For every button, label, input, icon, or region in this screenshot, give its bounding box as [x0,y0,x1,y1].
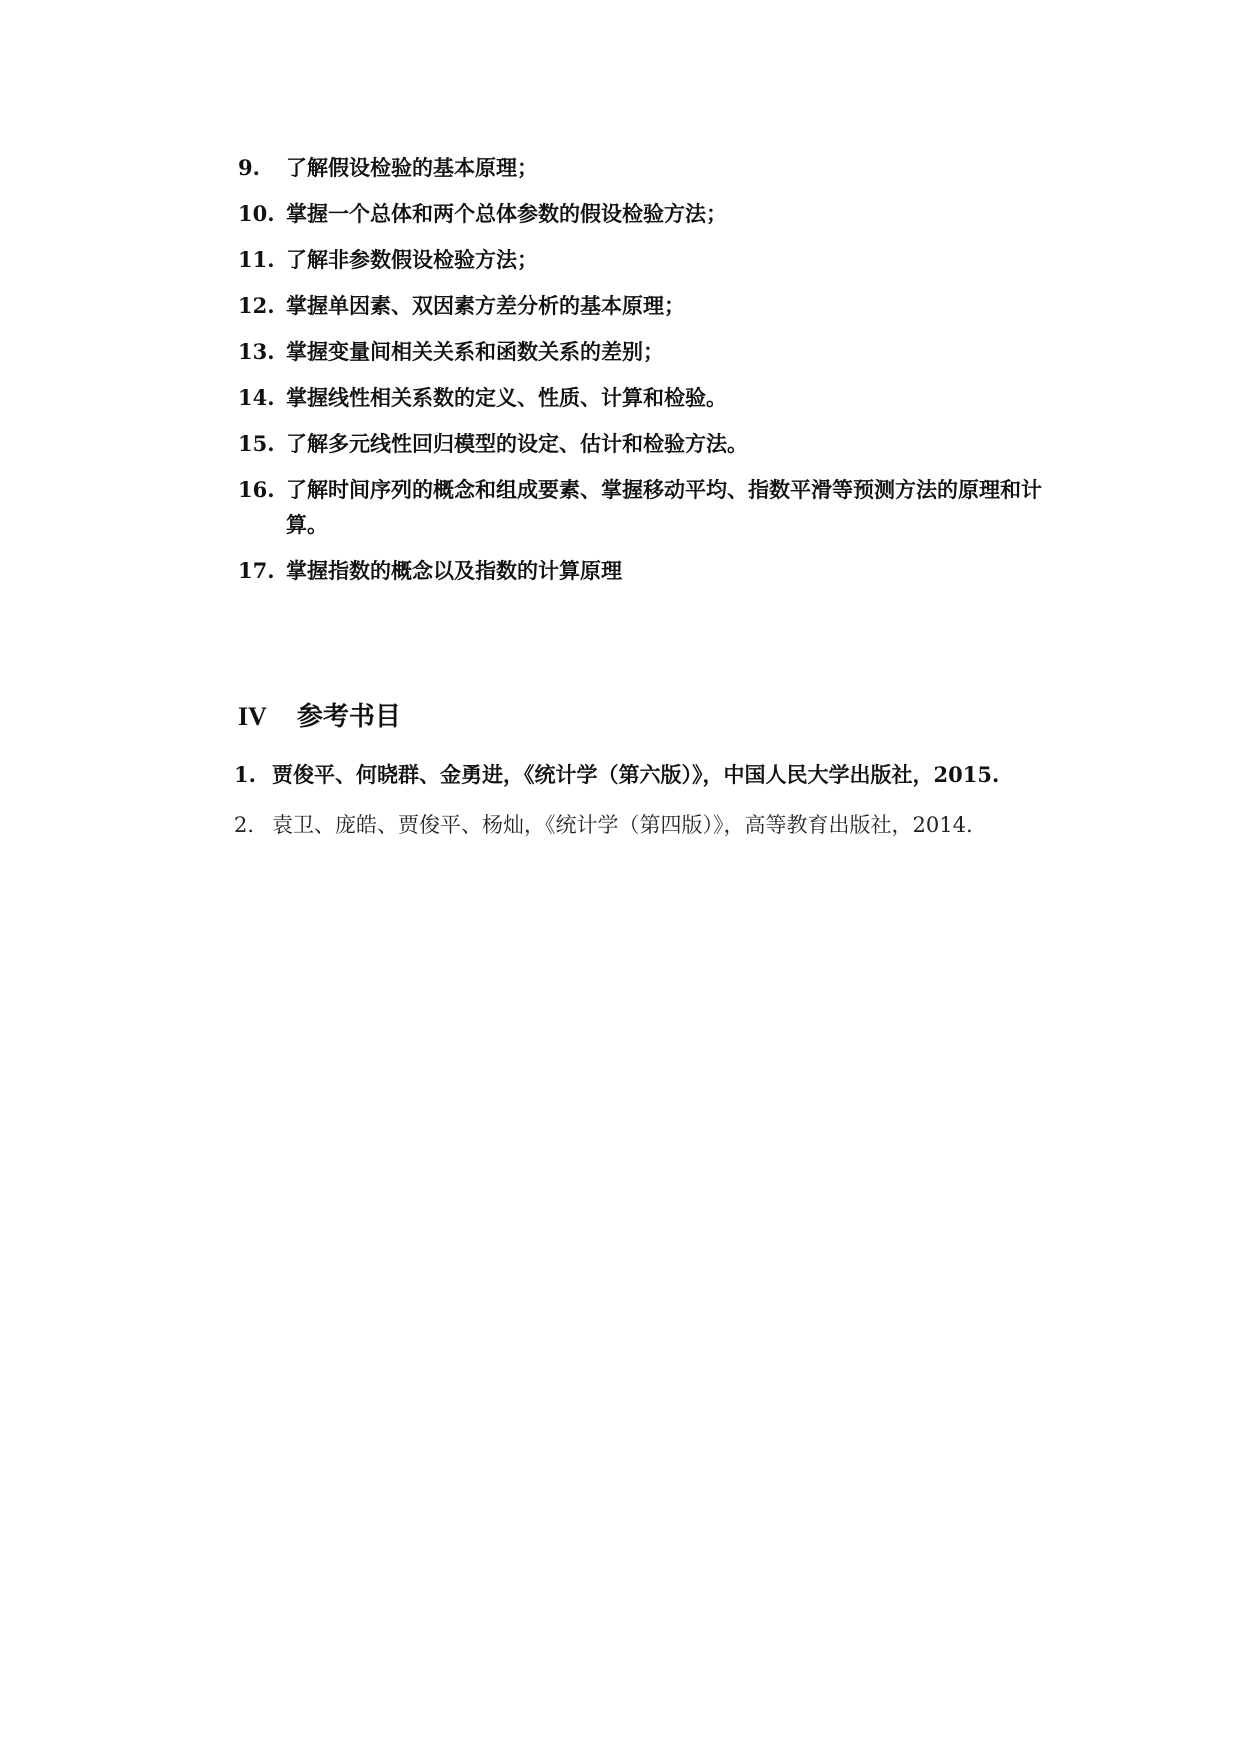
item-text: 掌握一个总体和两个总体参数的假设检验方法； [286,201,727,226]
list-item [234,806,1084,844]
list-item [238,380,1078,415]
section-title: 参考书目 [296,702,401,732]
list-item [238,196,1078,231]
item-number: 11. [238,247,275,272]
list-item [238,150,1078,185]
item-number: 13. [238,339,275,364]
item-text: 贾俊平、何晓群、金勇进，《统计学（第六版）》，中国人民大学出版社，2015. [272,762,1000,787]
list-item [238,426,1078,461]
list-item [238,472,1078,542]
item-text: 掌握单因素、双因素方差分析的基本原理； [286,293,685,318]
section-number: IV [238,702,267,731]
section-heading [238,696,401,733]
item-text: 掌握线性相关系数的定义、性质、计算和检验。 [286,385,727,410]
references-list [234,756,1084,856]
item-number: 9. [238,155,260,180]
item-text: 了解假设检验的基本原理； [286,155,538,180]
item-number: 2. [234,813,255,837]
item-number: 16. [238,477,275,502]
item-text: 了解时间序列的概念和组成要素、掌握移动平均、指数平滑等预测方法的原理和计算。 [286,477,1042,537]
item-text: 了解非参数假设检验方法； [286,247,538,272]
item-number: 10. [238,201,275,226]
item-text: 袁卫、庞皓、贾俊平、杨灿，《统计学（第四版）》，高等教育出版社，2014. [272,813,973,837]
item-number: 14. [238,385,275,410]
item-text: 掌握指数的概念以及指数的计算原理 [286,558,622,583]
item-number: 1. [234,762,256,787]
item-number: 15. [238,431,275,456]
item-text: 掌握变量间相关关系和函数关系的差别； [286,339,664,364]
item-text: 了解多元线性回归模型的设定、估计和检验方法。 [286,431,748,456]
list-item [238,242,1078,277]
objectives-list [238,150,1078,599]
list-item [234,756,1084,794]
list-item [238,288,1078,323]
list-item [238,553,1078,588]
item-number: 12. [238,293,275,318]
item-number: 17. [238,558,275,583]
list-item [238,334,1078,369]
